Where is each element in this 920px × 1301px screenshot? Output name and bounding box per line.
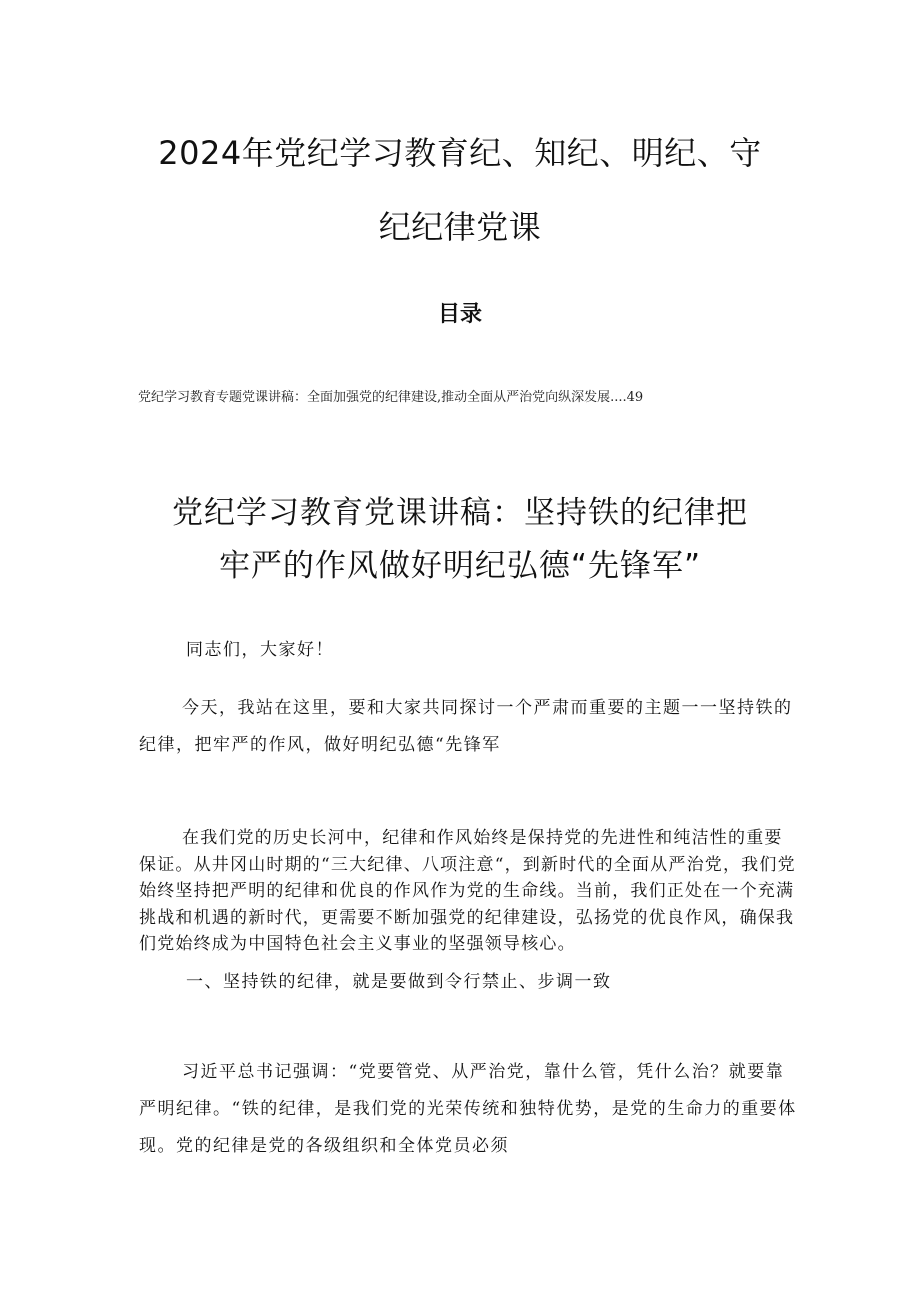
- toc-heading: 目录: [437, 302, 482, 327]
- document-title-line-1: 2024年党纪学习教育纪、知纪、明纪、守: [158, 134, 762, 172]
- greeting: 同志们，大家好！: [186, 640, 334, 660]
- body-paragraph-history: 在我们党的历史长河中，纪律和作风始终是保持党的先进性和纯洁性的重要保证。从井冈山时期的“三大纪律、八项注意“，到新时代的全面从严治党，我们党始终坚持把严明的纪律和优良的作风作为党的生命线。当前，我们正处在一个充满挑战和机遇的新时代，更需要不断加强党的纪律建设，弘扬党的优良作风，确保我们党始终成为中国特色社会主义事业的坚强领导核心。: [139, 828, 796, 954]
- section-heading-1: 一、坚持铁的纪律，就是要做到令行禁止、步调一致: [186, 972, 612, 992]
- speech-title-line-2: 牢严的作风做好明纪弘德“先锋军”: [218, 548, 702, 584]
- body-paragraph-quote: 习近平总书记强调：“党要管党、从严治党，靠什么管，凭什么治？就要靠严明纪律。“铁的纪律，是我们党的光荣传统和独特优势，是党的生命力的重要体现。党的纪律是党的各级组织和全体党员必须: [139, 1062, 797, 1156]
- document-title-line-2: 纪纪律党课: [378, 208, 542, 246]
- body-paragraph-intro: 今天，我站在这里，要和大家共同探讨一个严肃而重要的主题一一坚持铁的纪律，把牢严的作风，做好明纪弘德“先锋军: [139, 698, 793, 755]
- speech-title-line-1: 党纪学习教育党课讲稿：坚持铁的纪律把: [172, 495, 748, 531]
- toc-entry[interactable]: 党纪学习教育专题党课讲稿：全面加强党的纪律建设,推动全面从严治党向纵深发展....49: [138, 390, 644, 405]
